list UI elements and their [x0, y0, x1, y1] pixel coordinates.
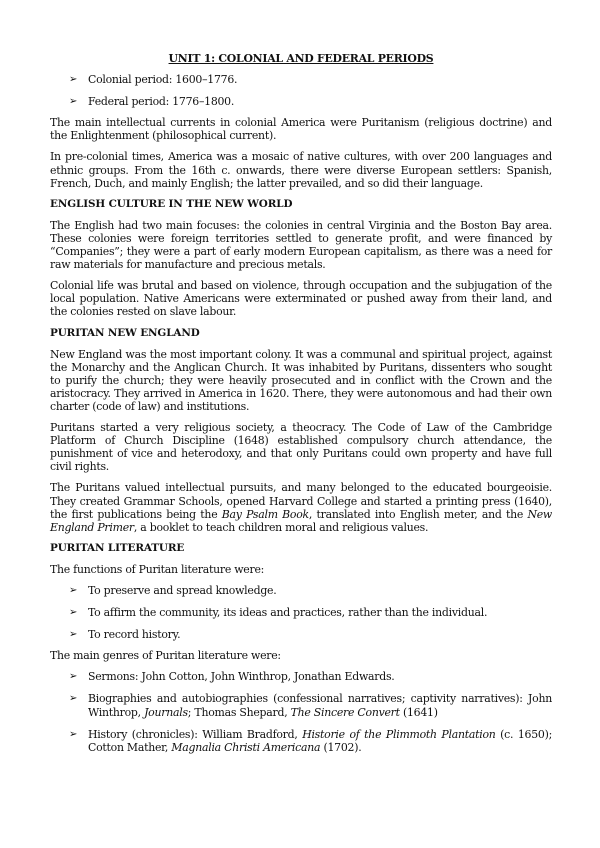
unit-title: UNIT 1: COLONIAL AND FEDERAL PERIODS: [168, 52, 434, 65]
list-item: ➢ To preserve and spread knowledge.: [69, 584, 277, 597]
arrow-bullet-icon: ➢: [69, 693, 78, 705]
list-item: ➢ Federal period: 1776–1800.: [69, 95, 235, 109]
arrow-bullet-icon: ➢: [69, 671, 78, 683]
list-item: ➢ Colonial period: 1600–1776.: [69, 73, 238, 87]
periods-list: [50, 73, 552, 108]
paragraph: The main genres of Puritan literature were:: [50, 649, 281, 663]
functions-list: [50, 584, 552, 641]
paragraph: The English had two main focuses: the colonies in central Virginia and the Boston Bay area. These colonies were foreign territories settled to generate profit, and were financed by “Companies”; they were a part of early modern European capitalism, as there was a need for raw materials for manufacture and precious metals.: [50, 218, 552, 272]
document-page: [50, 52, 552, 762]
list-item: ➢ Biographies and autobiographies (confessional narratives; captivity narratives): John Winthrop, Journals; Thomas Shepard, The Sincere Convert (1641): [69, 692, 552, 719]
intro-paragraph: In pre-colonial times, America was a mosaic of native cultures, with over 200 languages and ethnic groups. From the 16th c. onwards, there were diverse European settlers: Spanish, French, Duch, and mainly English; the latter prevailed, and so did their language.: [50, 150, 552, 190]
section-heading-english-culture: ENGLISH CULTURE IN THE NEW WORLD: [50, 197, 293, 210]
paragraph: The Puritans valued intellectual pursuits, and many belonged to the educated bourgeoisie. They created Grammar Schools, opened Harvard College and started a printing press (1640), the first publications being the Bay Psalm Book, translated into English meter, and the New England Primer, a booklet to teach children moral and religious values.: [50, 481, 552, 534]
list-item: ➢ Sermons: John Cotton, John Winthrop, Jonathan Edwards.: [69, 670, 395, 684]
list-item: ➢ History (chronicles): William Bradford, Historie of the Plimmoth Plantation (c. 1650); Cotton Mather, Magnalia Christi Americana (1702).: [69, 727, 552, 754]
arrow-bullet-icon: ➢: [69, 607, 78, 619]
list-item: ➢ To record history.: [69, 628, 181, 642]
list-item: ➢ To affirm the community, its ideas and practices, rather than the individual.: [69, 606, 488, 620]
genres-list: [50, 670, 552, 753]
paragraph: Puritans started a very religious society, a theocracy. The Code of Law of the Cambridge Platform of Church Discipline (1648) established compulsory church attendance, the punishment of vice and heterodoxy, and that only Puritans could own property and have full civil rights.: [50, 421, 552, 474]
paragraph: New England was the most important colony. It was a communal and spiritual project, against the Monarchy and the Anglican Church. It was inhabited by Puritans, dissenters who sought to purify the church; they were heavily prosecuted and in conflict with the Crown and the aristocracy. They arrived in America in 1620. There, they were autonomous and had their own charter (code of law) and institutions.: [50, 347, 552, 413]
intro-paragraph: The main intellectual currents in colonial America were Puritanism (religious doctrine) and the Enlightenment (philosophical current).: [50, 116, 552, 143]
arrow-bullet-icon: ➢: [69, 629, 78, 641]
arrow-bullet-icon: ➢: [69, 74, 78, 86]
arrow-bullet-icon: ➢: [69, 585, 78, 596]
section-heading-puritan-literature: PURITAN LITERATURE: [50, 541, 185, 554]
paragraph: The functions of Puritan literature were:: [50, 562, 265, 576]
arrow-bullet-icon: ➢: [69, 728, 78, 740]
paragraph: Colonial life was brutal and based on violence, through occupation and the subjugation of the local population. Native Americans were exterminated or pushed away from their land, and the colonies rested on slave labour.: [50, 279, 552, 319]
arrow-bullet-icon: ➢: [69, 96, 78, 108]
section-heading-puritan-new-england: PURITAN NEW ENGLAND: [50, 326, 200, 339]
